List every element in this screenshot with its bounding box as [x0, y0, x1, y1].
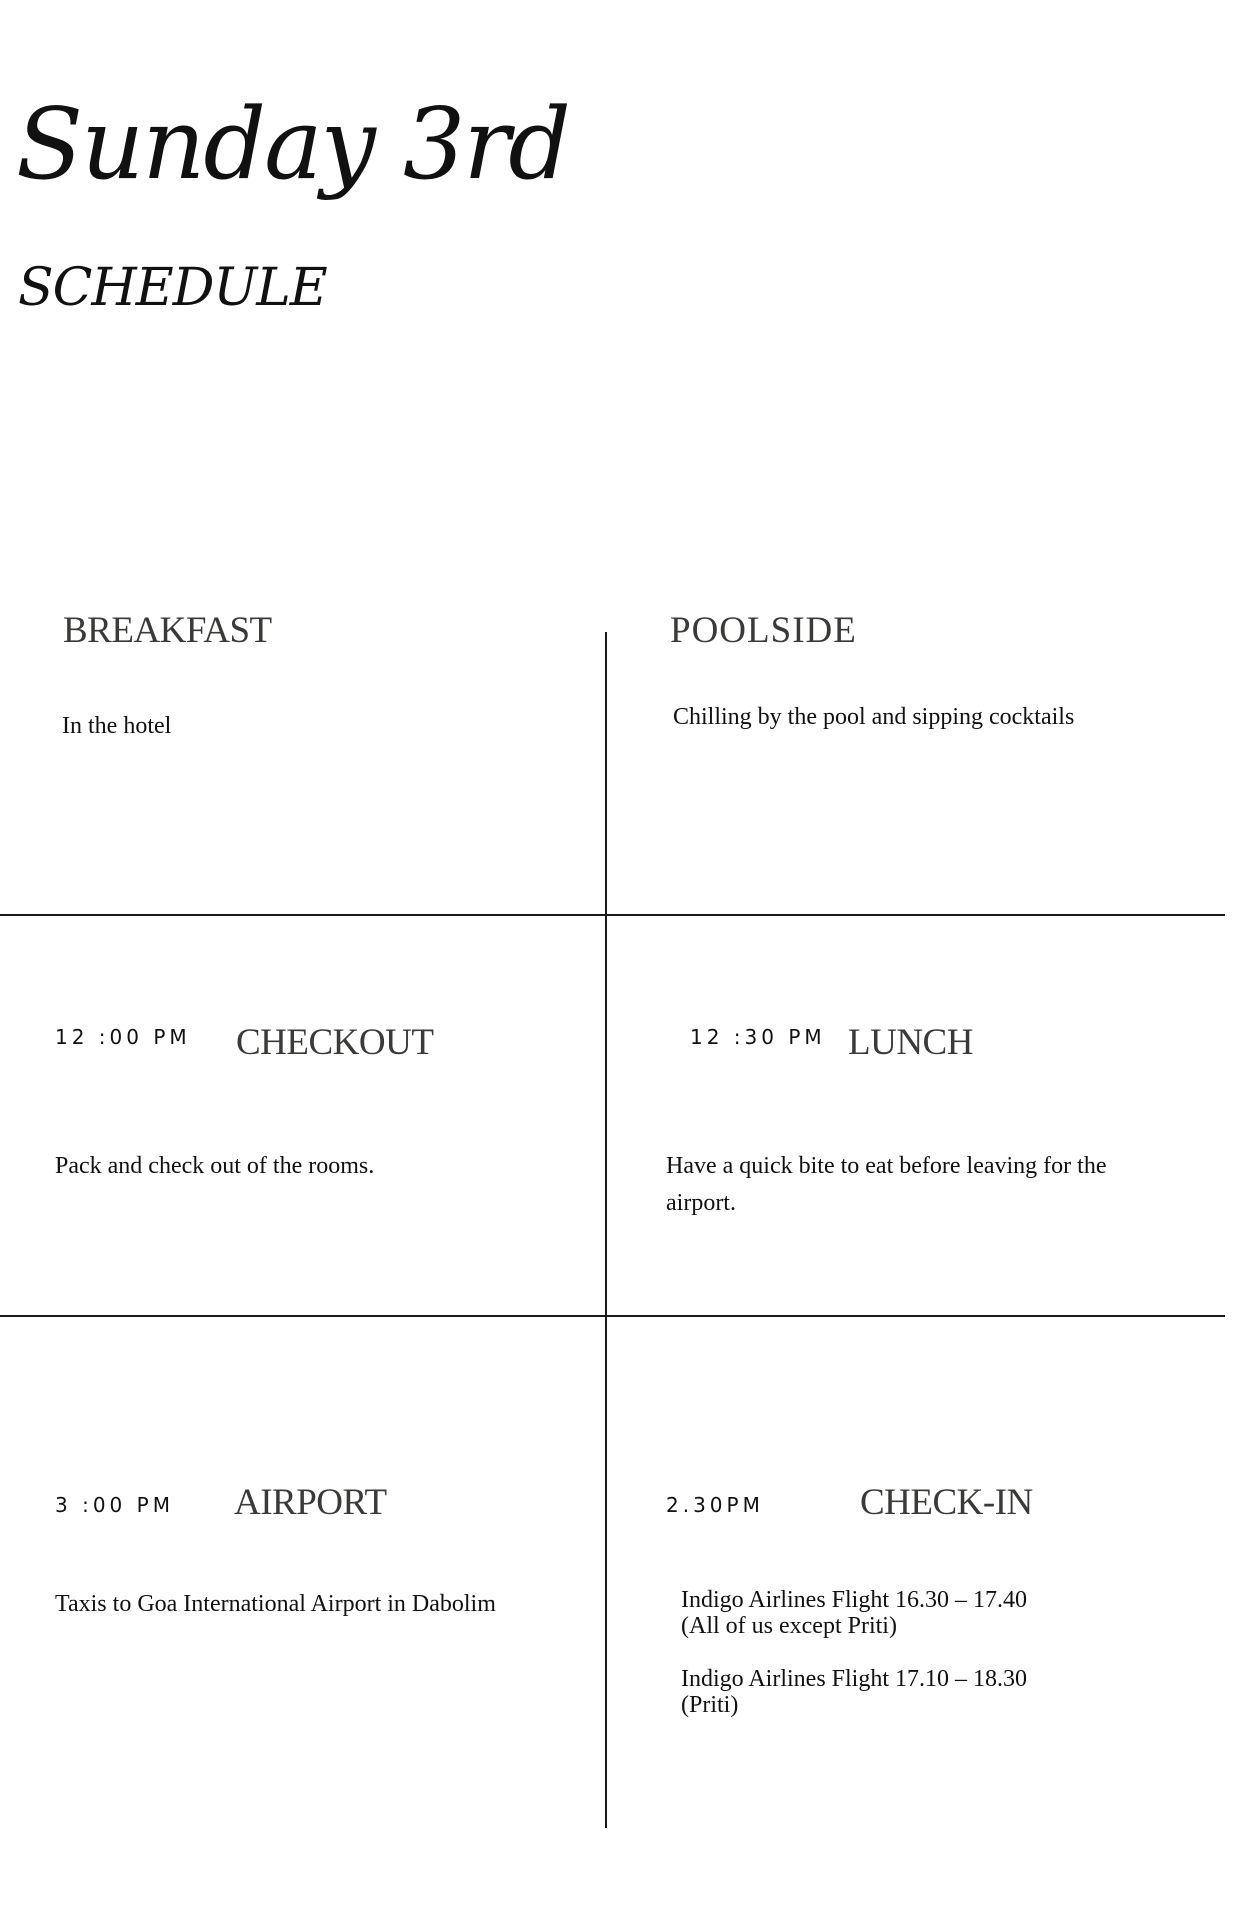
page-subtitle: SCHEDULE [18, 258, 327, 318]
breakfast-heading: BREAKFAST [63, 610, 272, 651]
checkin-flight-2 [681, 1666, 1027, 1718]
checkin-time: 2.30PM [666, 1493, 764, 1517]
horizontal-divider-bottom [0, 1315, 1225, 1317]
checkout-time: 12 :00 PM [55, 1025, 191, 1049]
poolside-description: Chilling by the pool and sipping cocktails [673, 704, 1075, 730]
checkin-flight-1-note: (All of us except Priti) [681, 1613, 897, 1639]
horizontal-divider-top [0, 914, 1225, 916]
lunch-time: 12 :30 PM [690, 1025, 826, 1049]
checkout-description: Pack and check out of the rooms. [55, 1153, 375, 1179]
airport-time: 3 :00 PM [55, 1493, 174, 1517]
poolside-heading: POOLSIDE [670, 610, 857, 651]
checkin-flight-2-details: Indigo Airlines Flight 17.10 – 18.30 [681, 1666, 1028, 1692]
checkin-flight-1 [681, 1587, 1027, 1639]
page-title: Sunday 3rd [16, 88, 569, 202]
airport-heading: AIRPORT [234, 1482, 387, 1523]
checkin-flight-1-details: Indigo Airlines Flight 16.30 – 17.40 [681, 1587, 1028, 1613]
breakfast-description: In the hotel [62, 713, 172, 739]
checkin-flight-2-note: (Priti) [681, 1692, 739, 1718]
vertical-divider [605, 632, 607, 1828]
airport-description: Taxis to Goa International Airport in Dabolim [55, 1591, 496, 1617]
lunch-description: Have a quick bite to eat before leaving for the airport. [666, 1153, 1107, 1216]
checkin-heading: CHECK-IN [860, 1482, 1033, 1523]
lunch-heading: LUNCH [848, 1022, 973, 1063]
checkout-heading: CHECKOUT [236, 1022, 434, 1063]
